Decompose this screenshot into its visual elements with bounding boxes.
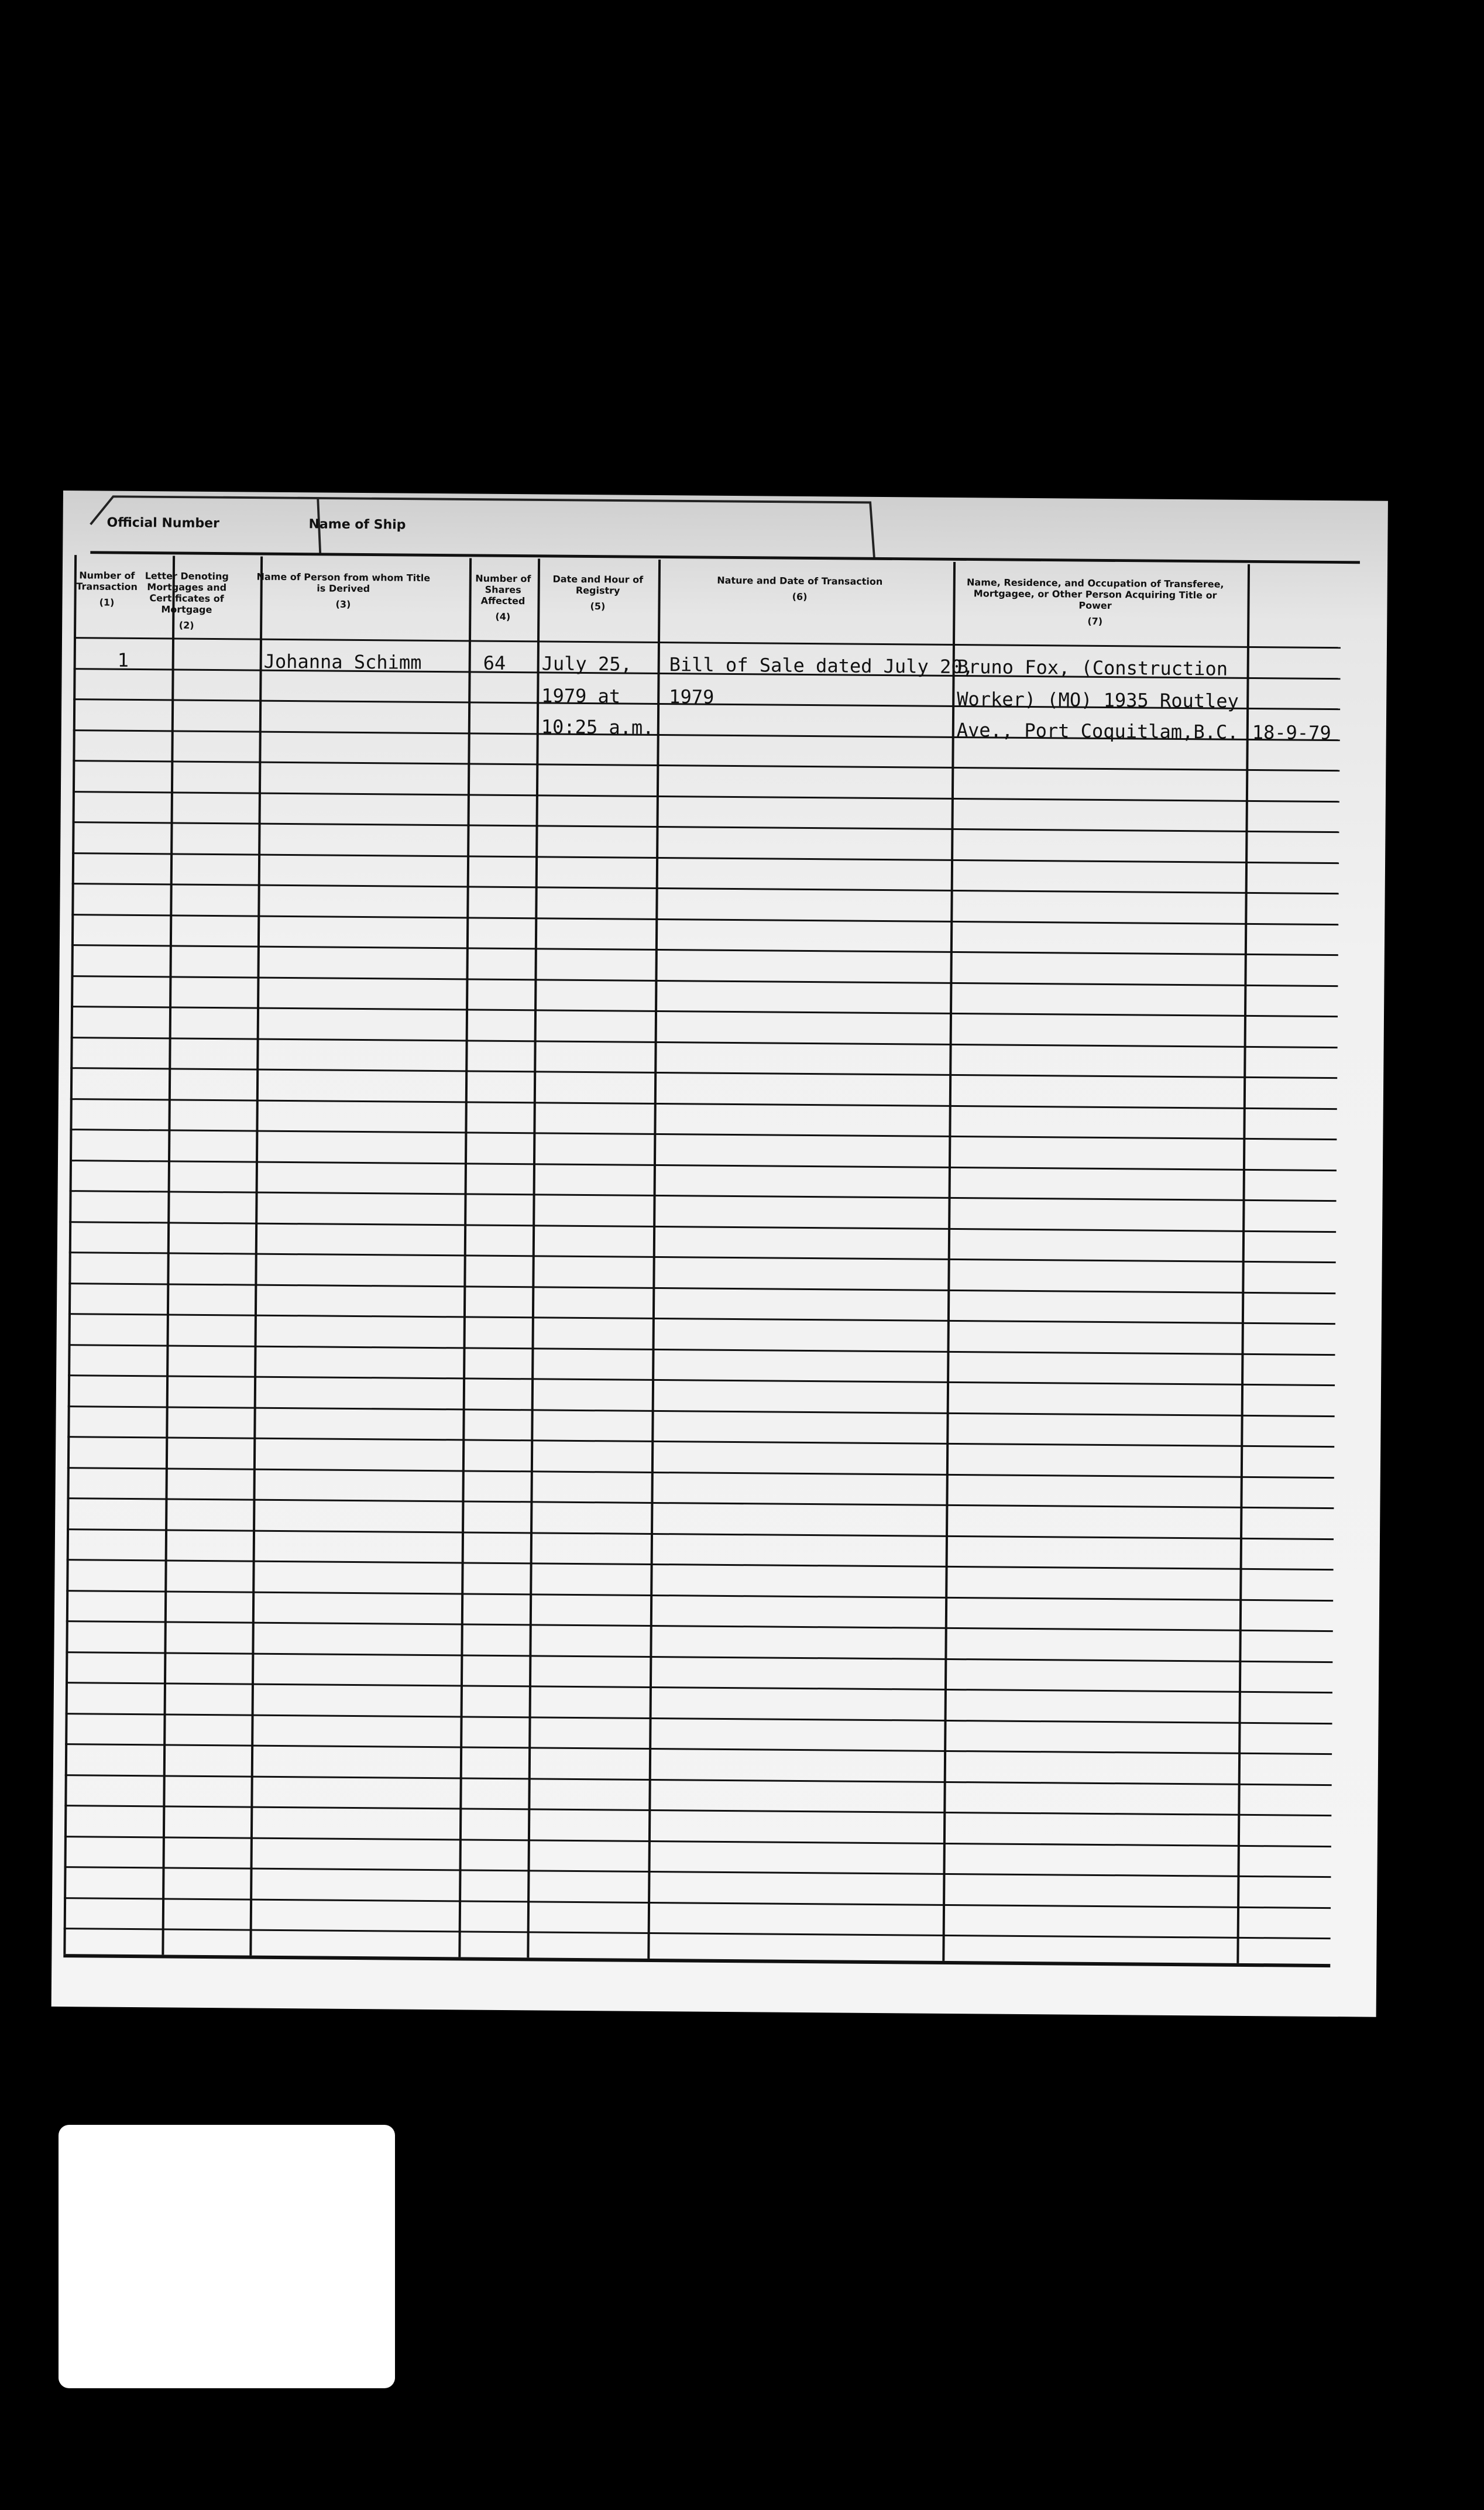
- ruled-line: [70, 1067, 1337, 1079]
- ruled-line: [73, 791, 1339, 803]
- official-number-label: Official Number: [107, 515, 220, 532]
- register-sheet: [51, 491, 1388, 2017]
- ruled-line: [66, 1590, 1333, 1602]
- ruled-line: [66, 1713, 1332, 1724]
- column-header-5: Date and Hour of Registry (5): [552, 573, 644, 612]
- ruled-line: [64, 1866, 1331, 1878]
- ruled-line: [74, 637, 1341, 649]
- ruled-line: [66, 1651, 1332, 1663]
- ruled-line: [70, 1129, 1337, 1140]
- ruled-line: [70, 1190, 1337, 1202]
- nature-line1: Bill of Sale dated July 20,: [669, 653, 974, 678]
- ruled-line: [65, 1743, 1332, 1755]
- acquirer-line1: Bruno Fox, (Construction: [957, 656, 1228, 680]
- column-header-1: Number of Transaction (1): [76, 570, 138, 608]
- nature-line2: 1979: [669, 685, 714, 708]
- ruled-line: [70, 1160, 1337, 1171]
- ruled-line: [67, 1559, 1334, 1571]
- column-header-6: Nature and Date of Transaction (6): [717, 574, 883, 602]
- ruled-line: [72, 883, 1339, 894]
- ruled-line: [71, 914, 1338, 925]
- ruled-line: [65, 1774, 1332, 1786]
- ruled-line: [69, 1221, 1336, 1233]
- ruled-line: [71, 1037, 1338, 1048]
- ruled-line: [68, 1283, 1335, 1294]
- ruled-line: [68, 1313, 1335, 1325]
- ruled-line: [71, 1006, 1338, 1017]
- ruled-line: [67, 1467, 1334, 1479]
- column-header-2: Letter Denoting Mortgages and Certificates of Mortgage (2): [145, 570, 229, 631]
- ruled-line: [73, 821, 1339, 833]
- ruled-line: [71, 975, 1338, 987]
- from-person: Johanna Schimm: [263, 650, 422, 674]
- column8-date: 18-9-79: [1252, 721, 1331, 745]
- acquirer-line2: Worker) (MO) 1935 Routley: [957, 688, 1239, 712]
- shares-affected: 64: [483, 651, 506, 674]
- column-header-7: Name, Residence, and Occupation of Transferee, Mortgagee, or Other Person Acquiring Title or Power (7): [966, 577, 1224, 627]
- ruled-line: [68, 1374, 1335, 1386]
- ruled-line: [69, 1251, 1336, 1263]
- ruled-line: [64, 1928, 1331, 1939]
- ruled-line: [67, 1528, 1334, 1540]
- ruled-line: [66, 1682, 1332, 1693]
- ruled-line: [71, 944, 1338, 956]
- ruled-line: [73, 760, 1339, 771]
- transaction-number: 1: [117, 649, 129, 671]
- ruled-line: [64, 1805, 1331, 1816]
- ruled-line: [66, 1620, 1333, 1632]
- acquirer-line3: Ave., Port Coquitlam,B.C.: [956, 719, 1239, 743]
- column-header-4: Number of Shares Affected (4): [475, 572, 531, 623]
- registry-date-line2: 1979 at: [541, 684, 621, 708]
- column-header-3: Name of Person from whom Title is Derived (3): [256, 571, 431, 610]
- bottom-rule: [63, 1954, 1330, 1967]
- registry-date-line3: 10:25 a.m.: [541, 715, 654, 739]
- ruled-line: [64, 1836, 1331, 1847]
- ruled-line: [68, 1344, 1335, 1356]
- ruled-line: [70, 1098, 1337, 1110]
- ruled-line: [64, 1897, 1331, 1909]
- ruled-line: [72, 852, 1339, 864]
- ruled-line: [68, 1405, 1335, 1417]
- blank-card: [59, 2125, 395, 2388]
- registry-date-line1: July 25,: [541, 652, 632, 675]
- ruled-line: [67, 1436, 1334, 1448]
- ruled-line: [67, 1497, 1334, 1509]
- ship-name-label: Name of Ship: [308, 517, 406, 533]
